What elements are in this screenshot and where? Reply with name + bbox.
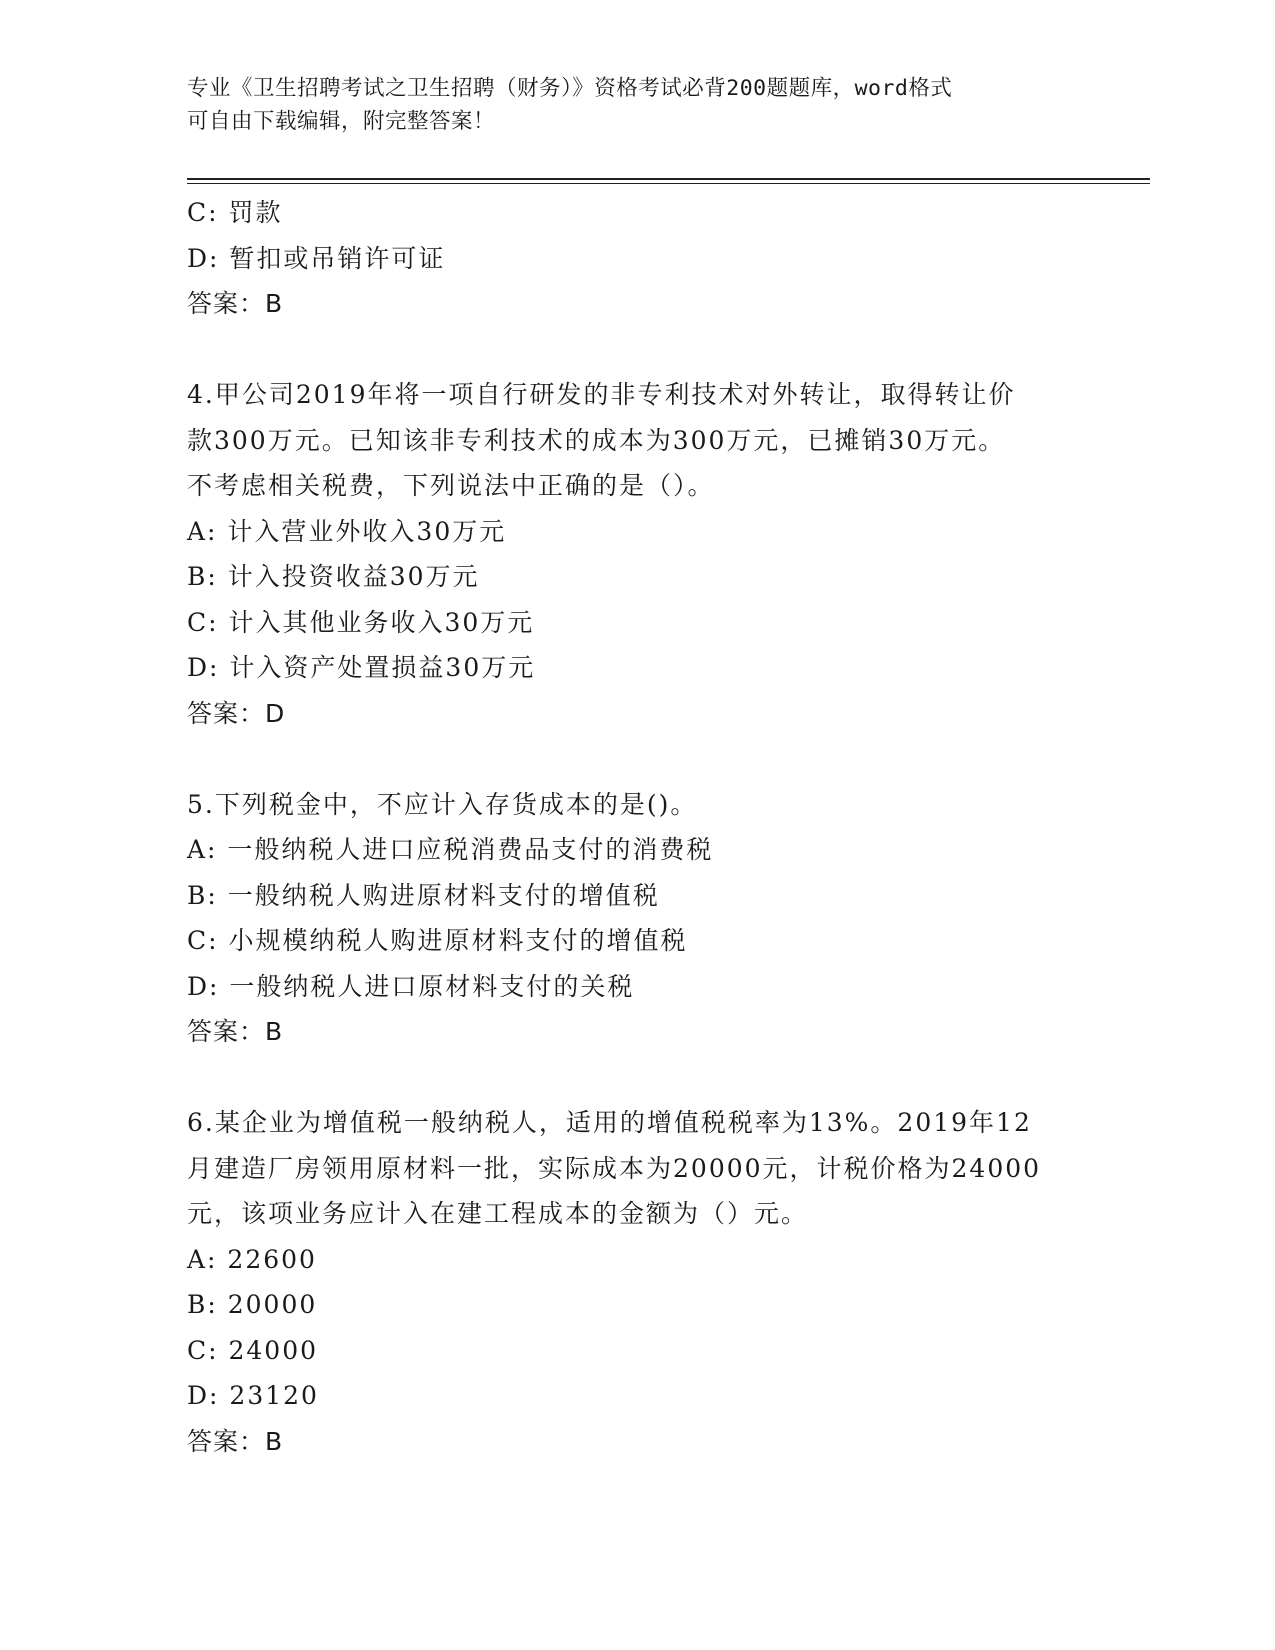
answer: 答案：D — [187, 698, 286, 728]
option-a: A: 22600 — [187, 1244, 317, 1274]
document-header — [187, 72, 1067, 138]
option-c: C: 24000 — [187, 1335, 319, 1365]
answer: 答案：B — [187, 289, 284, 318]
option-b: B: 一般纳税人购进原材料支付的增值税 — [187, 880, 660, 910]
question-stem-line: 款300万元。已知该非专利技术的成本为300万元，已摊销30万元。 — [187, 425, 1006, 455]
option-c: C: 计入其他业务收入30万元 — [187, 607, 535, 637]
question-stem-line: 6.某企业为增值税一般纳税人，适用的增值税税率为13%。2019年12 — [187, 1108, 1032, 1137]
question-stem-line: 4.甲公司2019年将一项自行研发的非专利技术对外转让，取得转让价 — [187, 380, 1016, 409]
option-c: C: 罚款 — [187, 198, 283, 227]
header-divider-thin — [187, 183, 1150, 184]
question-stem-line: 元，该项业务应计入在建工程成本的金额为（）元。 — [187, 1199, 809, 1228]
option-a: A: 一般纳税人进口应税消费品支付的消费税 — [187, 835, 714, 864]
answer: 答案：B — [187, 1426, 284, 1456]
question-4 — [187, 372, 1087, 736]
option-a: A: 计入营业外收入30万元 — [187, 516, 507, 546]
question-stem-line: 月建造厂房领用原材料一批，实际成本为20000元，计税价格为24000 — [187, 1153, 1042, 1183]
option-c: C: 小规模纳税人购进原材料支付的增值税 — [187, 926, 688, 955]
question-5 — [187, 782, 1087, 1055]
option-d: D: 暂扣或吊销许可证 — [187, 243, 446, 273]
question-stem-line: 5.下列税金中，不应计入存货成本的是()。 — [187, 789, 698, 819]
question-fragment — [187, 190, 1087, 327]
option-b: B: 计入投资收益30万元 — [187, 562, 480, 591]
header-line-1: 专业《卫生招聘考试之卫生招聘（财务）》资格考试必背200题题库，word格式 — [187, 76, 953, 101]
option-d: D: 一般纳税人进口原材料支付的关税 — [187, 971, 635, 1001]
question-6 — [187, 1100, 1087, 1464]
question-list — [187, 190, 1087, 1464]
answer: 答案：B — [187, 1017, 284, 1046]
header-divider-thick — [187, 178, 1150, 180]
question-stem-line: 不考虑相关税费，下列说法中正确的是（）。 — [187, 471, 715, 500]
option-b: B: 20000 — [187, 1290, 318, 1319]
header-line-2: 可自由下载编辑，附完整答案！ — [187, 109, 496, 134]
option-d: D: 23120 — [187, 1381, 319, 1410]
option-d: D: 计入资产处置损益30万元 — [187, 653, 536, 682]
